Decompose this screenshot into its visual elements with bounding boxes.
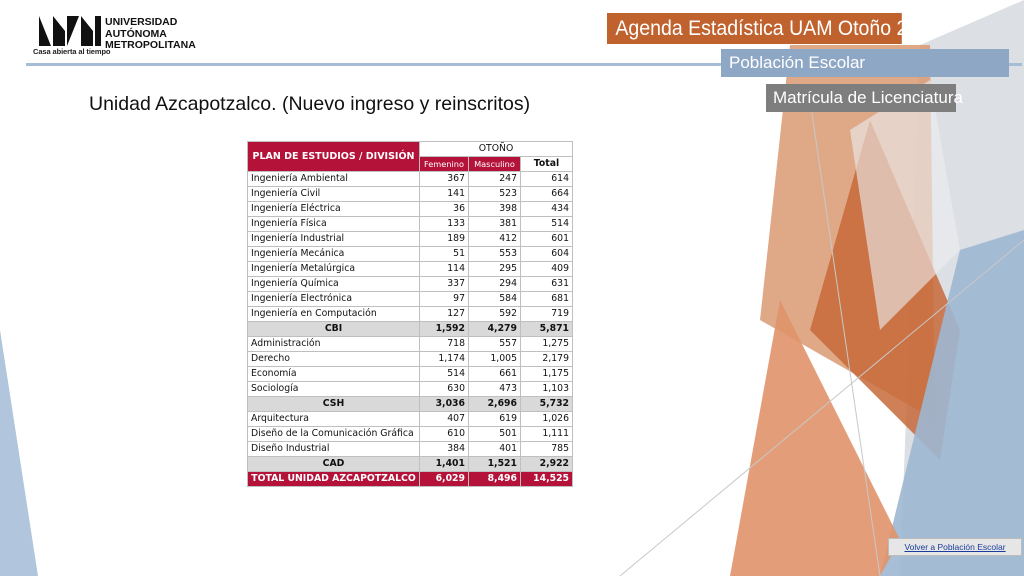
matricula-banner: Matrícula de Licenciatura [766, 84, 956, 112]
table-row [248, 172, 573, 187]
row-label: CAD [248, 457, 420, 472]
total-cell: 434 [521, 202, 573, 217]
femenino-cell: 718 [420, 337, 469, 352]
masculino-cell: 294 [469, 277, 521, 292]
university-name [105, 17, 196, 52]
row-label: Ingeniería Física [248, 217, 420, 232]
university-name-line: METROPOLITANA [105, 39, 196, 51]
masculino-cell: 398 [469, 202, 521, 217]
row-label: Ingeniería Eléctrica [248, 202, 420, 217]
table-row [248, 412, 573, 427]
masculino-cell: 4,279 [469, 322, 521, 337]
subtotal-row [248, 397, 573, 412]
table-row [248, 442, 573, 457]
masculino-cell: 584 [469, 292, 521, 307]
femenino-cell: 189 [420, 232, 469, 247]
row-label: Ingeniería Civil [248, 187, 420, 202]
row-label: Ingeniería Química [248, 277, 420, 292]
bg-blue-left-shape [0, 330, 38, 576]
femenino-cell: 114 [420, 262, 469, 277]
femenino-cell: 384 [420, 442, 469, 457]
femenino-cell: 6,029 [420, 472, 469, 487]
femenino-cell: 141 [420, 187, 469, 202]
subtotal-row [248, 457, 573, 472]
uam-emblem-icon [39, 16, 101, 46]
masculino-cell: 473 [469, 382, 521, 397]
subtotal-row [248, 322, 573, 337]
page-title: Unidad Azcapotzalco. (Nuevo ingreso y reinscritos) [89, 93, 531, 115]
table-row [248, 352, 573, 367]
total-cell: 1,103 [521, 382, 573, 397]
total-cell: 2,179 [521, 352, 573, 367]
masculino-header: Masculino [469, 157, 521, 172]
femenino-cell: 127 [420, 307, 469, 322]
table-row [248, 277, 573, 292]
femenino-cell: 133 [420, 217, 469, 232]
femenino-cell: 3,036 [420, 397, 469, 412]
masculino-cell: 2,696 [469, 397, 521, 412]
total-cell: 604 [521, 247, 573, 262]
poblacion-escolar-banner: Población Escolar [721, 49, 1009, 77]
masculino-cell: 619 [469, 412, 521, 427]
table-row [248, 232, 573, 247]
femenino-cell: 630 [420, 382, 469, 397]
total-cell: 631 [521, 277, 573, 292]
total-cell: 514 [521, 217, 573, 232]
table-row [248, 292, 573, 307]
total-header: Total [521, 157, 573, 172]
masculino-cell: 8,496 [469, 472, 521, 487]
table-row [248, 367, 573, 382]
total-cell: 1,175 [521, 367, 573, 382]
masculino-cell: 295 [469, 262, 521, 277]
logo-caption: Casa abierta al tiempo [33, 47, 111, 56]
femenino-cell: 1,401 [420, 457, 469, 472]
masculino-cell: 1,005 [469, 352, 521, 367]
uam-logo [33, 16, 203, 60]
total-cell: 1,111 [521, 427, 573, 442]
otono-header: OTOÑO [420, 142, 573, 157]
masculino-cell: 523 [469, 187, 521, 202]
table-row [248, 337, 573, 352]
masculino-cell: 553 [469, 247, 521, 262]
total-cell: 2,922 [521, 457, 573, 472]
masculino-cell: 412 [469, 232, 521, 247]
masculino-cell: 661 [469, 367, 521, 382]
total-cell: 409 [521, 262, 573, 277]
university-name-line: UNIVERSIDAD [105, 16, 178, 28]
table-row [248, 382, 573, 397]
table-row [248, 307, 573, 322]
plan-header: PLAN DE ESTUDIOS / DIVISIÓN [248, 142, 420, 172]
row-label: Sociología [248, 382, 420, 397]
table-row [248, 187, 573, 202]
femenino-cell: 367 [420, 172, 469, 187]
femenino-cell: 1,174 [420, 352, 469, 367]
row-label: Ingeniería Metalúrgica [248, 262, 420, 277]
femenino-cell: 36 [420, 202, 469, 217]
total-cell: 1,026 [521, 412, 573, 427]
university-name-line: AUTÓNOMA [105, 27, 167, 40]
masculino-cell: 247 [469, 172, 521, 187]
row-label: Arquitectura [248, 412, 420, 427]
total-cell: 614 [521, 172, 573, 187]
femenino-cell: 407 [420, 412, 469, 427]
total-cell: 601 [521, 232, 573, 247]
row-label: Derecho [248, 352, 420, 367]
masculino-cell: 381 [469, 217, 521, 232]
row-label: Diseño Industrial [248, 442, 420, 457]
row-label: TOTAL UNIDAD AZCAPOTZALCO [248, 472, 420, 487]
row-label: CBI [248, 322, 420, 337]
total-cell: 1,275 [521, 337, 573, 352]
table-row [248, 427, 573, 442]
volver-poblacion-link[interactable]: Volver a Población Escolar [888, 538, 1022, 556]
femenino-cell: 337 [420, 277, 469, 292]
enrollment-table [247, 141, 573, 487]
femenino-cell: 51 [420, 247, 469, 262]
total-cell: 5,732 [521, 397, 573, 412]
total-cell: 785 [521, 442, 573, 457]
row-label: Ingeniería en Computación [248, 307, 420, 322]
table-row [248, 262, 573, 277]
row-label: Administración [248, 337, 420, 352]
total-cell: 719 [521, 307, 573, 322]
row-label: Diseño de la Comunicación Gráfica [248, 427, 420, 442]
row-label: Ingeniería Mecánica [248, 247, 420, 262]
table-row [248, 202, 573, 217]
table-body [248, 172, 573, 487]
table-row [248, 247, 573, 262]
femenino-cell: 514 [420, 367, 469, 382]
row-label: CSH [248, 397, 420, 412]
row-label: Ingeniería Ambiental [248, 172, 420, 187]
total-cell: 681 [521, 292, 573, 307]
agenda-title-banner: Agenda Estadística UAM Otoño 2017 [607, 13, 902, 44]
masculino-cell: 557 [469, 337, 521, 352]
masculino-cell: 592 [469, 307, 521, 322]
table-row [248, 217, 573, 232]
masculino-cell: 501 [469, 427, 521, 442]
total-cell: 664 [521, 187, 573, 202]
masculino-cell: 401 [469, 442, 521, 457]
row-label: Ingeniería Industrial [248, 232, 420, 247]
femenino-cell: 610 [420, 427, 469, 442]
masculino-cell: 1,521 [469, 457, 521, 472]
row-label: Economía [248, 367, 420, 382]
femenino-cell: 1,592 [420, 322, 469, 337]
total-cell: 5,871 [521, 322, 573, 337]
grand-total-row [248, 472, 573, 487]
femenino-cell: 97 [420, 292, 469, 307]
row-label: Ingeniería Electrónica [248, 292, 420, 307]
femenino-header: Femenino [420, 157, 469, 172]
total-cell: 14,525 [521, 472, 573, 487]
